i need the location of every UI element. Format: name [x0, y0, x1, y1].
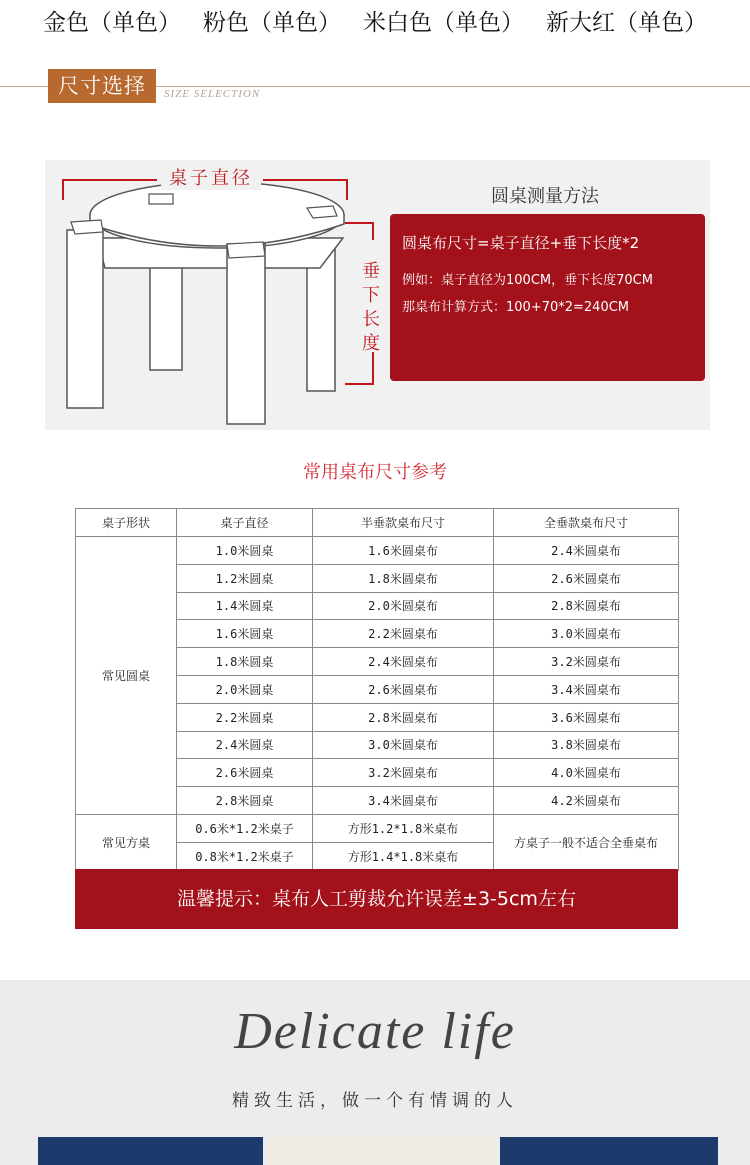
table-cell: 2.0米圆桌布 — [313, 592, 494, 620]
color-option-pink[interactable]: 粉色（单色） — [203, 9, 341, 36]
color-option-red[interactable]: 新大红（单色） — [546, 9, 707, 36]
reference-title: 常用桌布尺寸参考 — [303, 462, 447, 483]
table-cell: 1.6米圆桌 — [177, 620, 313, 648]
color-option-gold[interactable]: 金色（单色） — [43, 9, 181, 36]
table-cell: 2.6米圆桌布 — [313, 675, 494, 703]
product-photo-navy[interactable] — [38, 1137, 263, 1165]
calculation-text: 那桌布计算方式：100+70*2=240CM — [402, 300, 630, 315]
script-title: Delicate life — [234, 1003, 516, 1060]
product-photo-tea[interactable] — [270, 1137, 495, 1165]
square-full-drop-note: 方桌子一般不适合全垂桌布 — [494, 814, 679, 870]
example-text: 例如：桌子直径为100CM，垂下长度70CM — [402, 273, 653, 288]
table-cell: 4.2米圆桌布 — [494, 787, 679, 815]
table-cell: 方形1.2*1.8米桌布 — [313, 814, 494, 842]
table-cell: 2.4米圆桌布 — [313, 648, 494, 676]
header-diameter: 桌子直径 — [177, 509, 313, 537]
table-cell: 1.0米圆桌 — [177, 537, 313, 565]
table-cell: 2.2米圆桌 — [177, 703, 313, 731]
table-cell: 2.6米圆桌布 — [494, 564, 679, 592]
table-cell: 3.4米圆桌布 — [313, 787, 494, 815]
footer-section — [0, 980, 750, 1165]
section-subtitle: SIZE SELECTION — [164, 88, 261, 100]
table-cell: 2.6米圆桌 — [177, 759, 313, 787]
header-half-drop: 半垂款桌布尺寸 — [313, 509, 494, 537]
table-cell: 2.0米圆桌 — [177, 675, 313, 703]
color-option-beige[interactable]: 米白色（单色） — [363, 9, 524, 36]
group-round-tables: 常见圆桌 — [76, 537, 177, 815]
formula-text: 圆桌布尺寸=桌子直径+垂下长度*2 — [402, 234, 640, 252]
table-cell: 2.8米圆桌布 — [494, 592, 679, 620]
header-shape: 桌子形状 — [76, 509, 177, 537]
group-square-tables: 常见方桌 — [76, 814, 177, 870]
table-cell: 方形1.4*1.8米桌布 — [313, 842, 494, 870]
table-cell: 3.2米圆桌布 — [313, 759, 494, 787]
measurement-diagram — [45, 160, 710, 430]
table-header-row — [76, 509, 679, 537]
table-cell: 2.2米圆桌布 — [313, 620, 494, 648]
table-cell: 1.8米圆桌 — [177, 648, 313, 676]
table-row — [76, 537, 679, 565]
table-cell: 0.8米*1.2米桌子 — [177, 842, 313, 870]
formula-box — [390, 214, 705, 381]
table-cell: 1.8米圆桌布 — [313, 564, 494, 592]
table-cell: 4.0米圆桌布 — [494, 759, 679, 787]
table-cell: 3.8米圆桌布 — [494, 731, 679, 759]
motto: 精致生活，做一个有情调的人 — [232, 1091, 518, 1111]
method-title: 圆桌测量方法 — [491, 186, 599, 207]
header-full-drop: 全垂款桌布尺寸 — [494, 509, 679, 537]
table-cell: 3.2米圆桌布 — [494, 648, 679, 676]
table-cell: 3.4米圆桌布 — [494, 675, 679, 703]
size-table — [75, 508, 679, 871]
table-row — [76, 814, 679, 842]
table-cell: 3.0米圆桌布 — [313, 731, 494, 759]
table-cell: 1.6米圆桌布 — [313, 537, 494, 565]
table-cell: 2.4米圆桌 — [177, 731, 313, 759]
table-cell: 2.8米圆桌布 — [313, 703, 494, 731]
color-options — [0, 0, 750, 40]
table-cell: 1.2米圆桌 — [177, 564, 313, 592]
table-cell: 1.4米圆桌 — [177, 592, 313, 620]
table-cell: 2.4米圆桌布 — [494, 537, 679, 565]
drop-length-label: 垂下长度 — [362, 261, 380, 354]
table-cell: 3.0米圆桌布 — [494, 620, 679, 648]
table-cell: 0.6米*1.2米桌子 — [177, 814, 313, 842]
table-cell: 3.6米圆桌布 — [494, 703, 679, 731]
section-title: 尺寸选择 — [48, 69, 156, 103]
product-photo-navy-2[interactable] — [500, 1137, 718, 1165]
table-cell: 2.8米圆桌 — [177, 787, 313, 815]
diameter-label: 桌子直径 — [161, 164, 261, 190]
tip-banner: 温馨提示：桌布人工剪裁允许误差±3-5cm左右 — [75, 869, 678, 929]
